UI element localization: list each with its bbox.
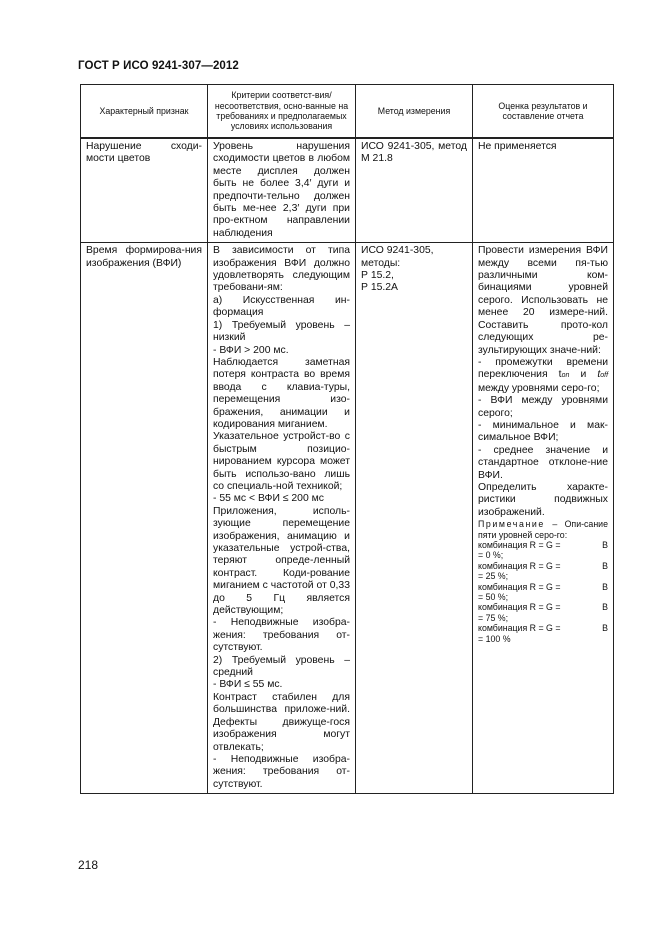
method-line: ИСО 9241-305, <box>361 245 434 257</box>
row2-criteria <box>208 243 356 794</box>
document-header: ГОСТ Р ИСО 9241-307—2012 <box>78 60 239 72</box>
table-row <box>81 243 614 794</box>
note-text: – Опи-сание пяти уровней серо-го: <box>478 519 608 540</box>
criteria-line: - 55 мс < ВФИ ≤ 200 мс <box>213 493 324 505</box>
subscript-off: off <box>600 372 609 380</box>
criteria-line: Контраст стабилен для большинства приложе-ний. Дефекты движуще-гося изображения могут отвлекать; <box>213 691 350 753</box>
criteria-line: - ВФИ > 200 мс. <box>213 344 289 356</box>
evaluation-line: Провести измерения ВФИ между всеми пя-тью различными ком-бинациями уровней серого. Использовать не менее 20 измере-ний. Составить прото-кол следующих ре-зультирующих значе-ний: <box>478 245 608 356</box>
criteria-line: - ВФИ ≤ 55 мс. <box>213 679 283 691</box>
combo-line: комбинация R = G = B <box>478 560 608 571</box>
criteria-line: 2) Требуемый уровень – средний <box>213 654 350 679</box>
table-row <box>81 138 614 243</box>
and-word: и <box>580 369 587 381</box>
criteria-line: 1) Требуемый уровень – низкий <box>213 319 350 344</box>
evaluation-line: - среднее значение и стандартное отклоне-ние ВФИ. <box>478 444 608 481</box>
criteria-line: Наблюдается заметная потеря контраста во время ввода с клавиа-туры, перемещения изо-бражения, анимации и кодирования миганием. <box>213 356 350 430</box>
combo-line: комбинация R = G = B <box>478 602 608 613</box>
evaluation-line: Определить характе-ристики подвижных изображений. <box>478 481 608 518</box>
header-evaluation: Оценка результатов и составление отчета <box>473 85 614 139</box>
combo-line: комбинация R = G = B <box>478 540 608 550</box>
combo-line: комбинация R = G = B <box>478 623 608 634</box>
combo-value: = 75 %; <box>478 612 509 623</box>
criteria-line: В зависимости от типа изображения ВФИ должно удовлетворять следующим требовани-ям: <box>213 245 350 294</box>
row1-feature: Нарушение сходи-мости цветов <box>81 138 208 243</box>
criteria-line: Указательное устройст-во с быстрым позицио-нированием курсора может быть использо-вано лишь со специаль-ной техникой; <box>213 431 350 492</box>
row2-feature: Время формирова-ния изображения (ВФИ) <box>81 243 208 794</box>
row2-method <box>356 243 473 794</box>
t-letter: t <box>597 369 601 381</box>
method-line: методы: <box>361 257 401 269</box>
combo-value: = 0 %; <box>478 550 504 561</box>
row1-evaluation: Не применяется <box>473 138 614 243</box>
combo-value: = 100 % <box>478 633 511 644</box>
header-criteria: Критерии соответст-вия/несоответствия, осно-ванные на требованиях и предполагаемых условиях использования <box>208 85 356 139</box>
row1-criteria: Уровень нарушения сходимости цветов в любом месте дисплея должен быть не более 3,4′ дуги и предпочти-тельно должен быть ме-нее 2,3′ дуги при про-ектном направлении наблюдения <box>208 138 356 243</box>
evaluation-line <box>478 357 608 395</box>
header-feature: Характерный признак <box>81 85 208 139</box>
criteria-line: Приложения, исполь-зующие перемещение изображения, анимацию и указательные устрой-ства, теряют опреде-ленный контраст. Коди-рование миганием с частотой от 0,33 до 5 Гц является действующим; <box>213 505 350 617</box>
note <box>478 519 608 540</box>
switch-time-text: - промежутки времени переключения t <box>478 356 608 381</box>
method-line: Р 15.2, <box>361 270 394 282</box>
table-header-row <box>81 85 614 139</box>
method-line: Р 15.2А <box>361 282 398 294</box>
combo-value: = 50 %; <box>478 592 509 603</box>
row2-evaluation <box>473 243 614 794</box>
row1-method: ИСО 9241-305, метод М 21.8 <box>356 138 473 243</box>
criteria-line: - Неподвижные изобра-жения: требования от-сутствуют. <box>213 617 350 654</box>
subscript-on: on <box>561 372 570 380</box>
page-number: 218 <box>78 858 99 872</box>
switch-tail: между уровнями серо-го; <box>478 382 600 394</box>
evaluation-line: - ВФИ между уровнями серого; <box>478 395 608 419</box>
evaluation-line: - минимальное и мак-симальное ВФИ; <box>478 419 608 444</box>
combo-value: = 25 %; <box>478 571 509 582</box>
header-method: Метод измерения <box>356 85 473 139</box>
criteria-line: а) Искусственная ин-формация <box>213 294 350 319</box>
note-label: Примечание <box>478 519 545 530</box>
combo-line: комбинация R = G = B <box>478 581 608 592</box>
criteria-line: - Неподвижные изобра-жения: требования от-сутствуют. <box>213 753 350 790</box>
requirements-table <box>80 84 614 794</box>
